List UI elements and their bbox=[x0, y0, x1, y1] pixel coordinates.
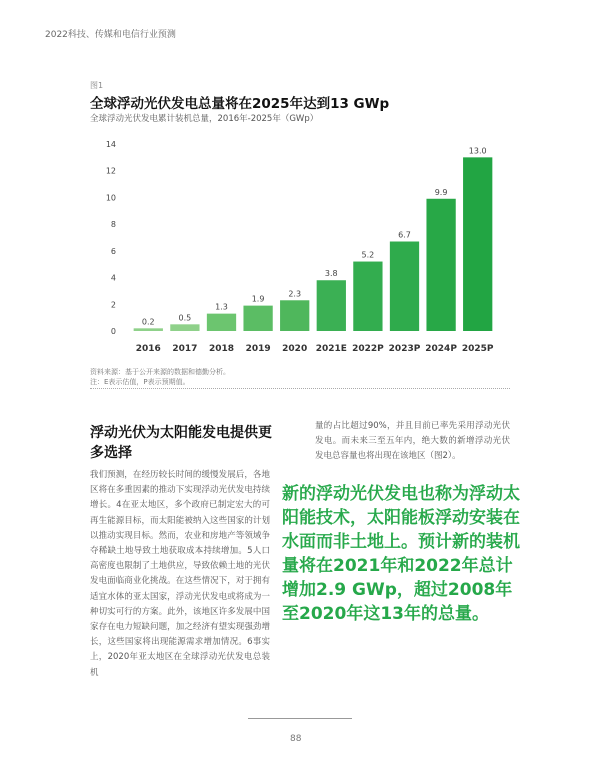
note-line: 注：E表示估值，P表示预期值。 bbox=[90, 378, 190, 386]
x-tick-label: 2017 bbox=[172, 344, 198, 354]
y-tick-label: 4 bbox=[110, 273, 116, 283]
body-text-left: 我们预测，在经历较长时间的缓慢发展后，各地区将在多重因素的推动下实现浮动光伏发电持续增长。4在亚太地区，多个政府已制定宏大的可再生能源目标，而太阳能被纳入这些国家的计划以推动实现目标。然而，农业和房地产等领域争夺稀缺土地导致土地获取成本持续增加。5人口高密度也限制了土地供应，导致依赖土地的光伏发电面临商业化挑战。在这些情况下，对于拥有适宜水体的亚太国家，浮动光伏发电或将成为一种切实可行的方案。此外，该地区许多发展中国家存在电力短缺问题，加之经济有望实现强劲增长，这些国家将出现能源需求增加情况。6事实上，2020年亚太地区在全球浮动光伏发电总装机 bbox=[90, 470, 270, 678]
y-tick-label: 14 bbox=[105, 140, 116, 149]
bar bbox=[317, 280, 346, 331]
footer-rule bbox=[248, 718, 352, 719]
x-tick-label: 2019 bbox=[245, 344, 271, 354]
bar bbox=[207, 314, 236, 331]
y-tick-label: 10 bbox=[105, 193, 116, 203]
x-tick-label: 2024P bbox=[425, 344, 457, 354]
data-label: 5.2 bbox=[361, 250, 375, 260]
y-tick-label: 8 bbox=[110, 220, 116, 230]
figure-source bbox=[90, 367, 230, 387]
body-text-right: 量的占比超过90%，并且目前已率先采用浮动光伏发电。而未来三至五年内，绝大数的新增浮动光伏发电总容量也将出现在该地区（图2）。 bbox=[315, 421, 510, 462]
figure-label: 图1 bbox=[90, 81, 104, 90]
y-tick-label: 12 bbox=[105, 166, 116, 176]
data-label: 1.9 bbox=[251, 294, 265, 304]
x-tick-label: 2016 bbox=[135, 344, 161, 354]
data-label: 1.3 bbox=[215, 302, 228, 312]
x-tick-label: 2021E bbox=[315, 344, 347, 354]
bar bbox=[170, 324, 199, 331]
bar bbox=[353, 262, 382, 331]
y-tick-label: 0 bbox=[110, 327, 116, 336]
data-label: 13.0 bbox=[468, 146, 487, 156]
pull-quote: 新的浮动光伏发电也称为浮动太阳能技术，太阳能板浮动安装在水面而非土地上。预计新的装机量将在2021年和2022年总计增加2.9 GWp，超过2008年至2020年这13年的总量。 bbox=[282, 484, 520, 624]
x-tick-label: 2018 bbox=[208, 344, 235, 354]
running-header: 2022科技、传媒和电信行业预测 bbox=[45, 30, 176, 40]
bar bbox=[134, 328, 163, 331]
bar bbox=[280, 300, 309, 331]
source-line: 资料来源：基于公开来源的数据和德勤分析。 bbox=[90, 368, 230, 376]
y-tick-label: 6 bbox=[110, 246, 116, 256]
bar bbox=[426, 199, 455, 331]
data-label: 3.8 bbox=[324, 269, 338, 279]
data-label: 9.9 bbox=[434, 187, 448, 197]
x-tick-label: 2025P bbox=[461, 344, 494, 354]
x-tick-label: 2020 bbox=[282, 344, 308, 354]
chart-title: 全球浮动光伏发电总量将在2025年达到13 GWp bbox=[90, 96, 390, 112]
data-label: 2.3 bbox=[288, 289, 302, 299]
x-tick-label: 2022P bbox=[352, 344, 384, 354]
bar bbox=[243, 306, 272, 331]
bar-chart bbox=[90, 128, 510, 360]
data-label: 0.2 bbox=[141, 317, 155, 327]
page-number: 88 bbox=[290, 734, 302, 744]
data-label: 6.7 bbox=[398, 230, 411, 240]
bar bbox=[390, 242, 419, 331]
section-divider bbox=[90, 388, 510, 389]
y-tick-label: 2 bbox=[110, 300, 116, 310]
data-label: 0.5 bbox=[178, 313, 192, 323]
chart-subtitle: 全球浮动光伏发电累计装机总量，2016年-2025年（GWp） bbox=[90, 114, 319, 124]
bar bbox=[463, 157, 492, 331]
section-heading: 浮动光伏为太阳能发电提供更多选择 bbox=[90, 425, 272, 461]
x-tick-label: 2023P bbox=[388, 344, 421, 354]
